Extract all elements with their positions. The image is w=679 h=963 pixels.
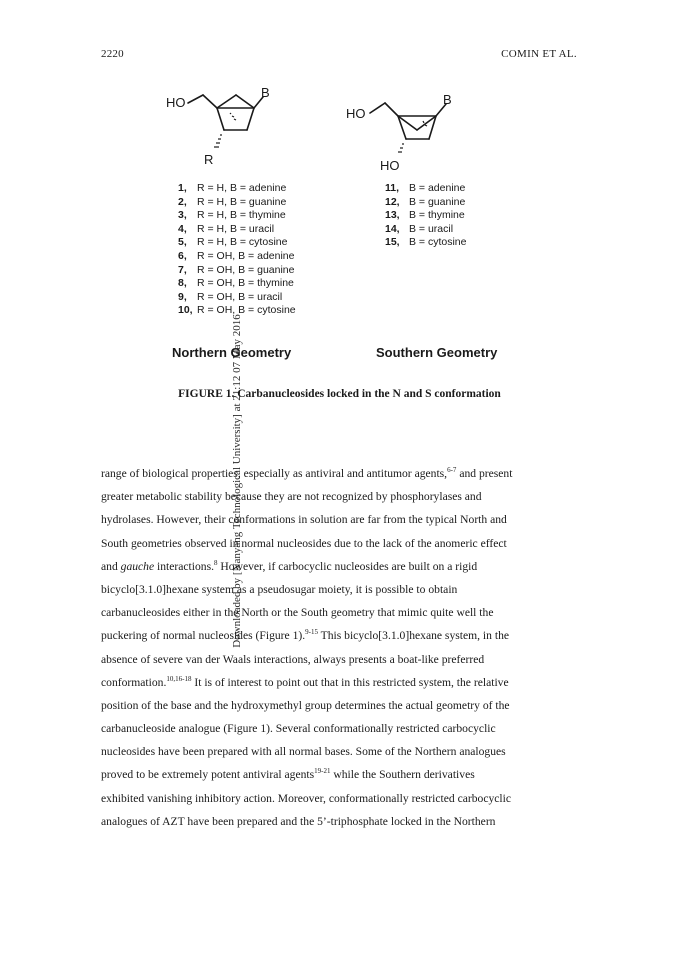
text-line: absence of severe van der Waals interactions, always presents a boat-like preferred [101, 652, 485, 666]
north-base-label: B [261, 85, 270, 100]
south-ho-bottom-label: HO [380, 158, 400, 173]
citation: 19-21 [314, 767, 331, 776]
southern-compound-list [385, 182, 467, 250]
text-line: greater metabolic stability because they are not recognized by phosphorylases and [101, 490, 482, 504]
south-ho-label: HO [346, 106, 366, 121]
list-item: 2, R = H, B = guanine [178, 195, 287, 208]
northern-compound-list [178, 182, 296, 318]
text-line: and gauche interactions.$^8$ However, if carbocyclic nucleosides are built on a rigid [101, 558, 478, 573]
north-r-label: R [204, 152, 214, 167]
text-line: bicyclo[3.1.0]hexane system as a pseudosugar moiety, it is possible to obtain [101, 582, 458, 596]
page-number: 2220 [101, 48, 124, 60]
southern-structure [340, 90, 470, 185]
list-item: 12, B = guanine [385, 195, 466, 208]
list-item: 7, R = OH, B = guanine [178, 263, 295, 276]
list-item: 3, R = H, B = thymine [178, 209, 286, 222]
northern-geometry-label: Northern Geometry [172, 345, 292, 360]
list-item: 11, B = adenine [385, 182, 466, 194]
body-paragraph [101, 462, 581, 833]
running-title: COMIN ET AL. [501, 48, 577, 60]
list-item: 1, R = H, B = adenine [178, 182, 287, 194]
list-item: 13, B = thymine [385, 209, 465, 222]
text-line: puckering of normal nucleosides (Figure 1).$^{9-15}$ This bicyclo[3.1.0]hexane system, in the [101, 628, 510, 643]
list-item: 10, R = OH, B = cytosine [178, 304, 296, 317]
text-line: conformation.$^{10,16-18}$ It is of interest to point out that in this restricted system, the relative [101, 674, 509, 689]
citation: 10,16-18 [166, 674, 192, 683]
citation: 8 [214, 558, 218, 567]
text-line: hydrolases. However, their conformations in solution are far from the typical North and [101, 513, 507, 527]
text-line: carbanucleosides either in the North or the South geometry that mimic quite well the [101, 606, 494, 620]
text-line: analogues of AZT have been prepared and the 5’-triphosphate locked in the Northern [101, 814, 496, 828]
text-line: South geometries observed in normal nucleosides due to the lack of the anomeric effect [101, 536, 507, 550]
text-line: position of the base and the hydroxymethyl group determines the actual geometry of the [101, 698, 510, 712]
text-line: carbanucleoside analogue (Figure 1). Several conformationally restricted carbocyclic [101, 722, 496, 736]
north-ho-label: HO [166, 95, 186, 110]
northern-structure [160, 82, 290, 182]
list-item: 6, R = OH, B = adenine [178, 249, 295, 262]
citation: 9-15 [305, 628, 318, 637]
text-line: proved to be extremely potent antiviral agents$^{19-21}$ while the Southern derivatives [101, 767, 475, 782]
southern-geometry-label: Southern Geometry [376, 345, 498, 360]
list-item: 15, B = cytosine [385, 236, 467, 249]
citation: 6-7 [447, 466, 457, 474]
list-item: 4, R = H, B = uracil [178, 222, 275, 235]
figure-caption: FIGURE 1. Carbanucleosides locked in the N and S conformation [178, 388, 501, 400]
text-line: exhibited vanishing inhibitory action. Moreover, conformationally restricted carbocyclic [101, 791, 512, 805]
list-item: 8, R = OH, B = thymine [178, 277, 294, 290]
download-watermark: Downloaded by [Nanyang Technological University] at 21:12 07 May 2016 [231, 314, 243, 648]
list-item: 5, R = H, B = cytosine [178, 236, 288, 249]
south-base-label: B [443, 92, 452, 107]
list-item: 14, B = uracil [385, 222, 454, 235]
text-line: nucleosides have been prepared with all normal bases. Some of the Northern analogues [101, 745, 506, 759]
text-line: range of biological properties, especially as antiviral and antitumor agents,$^{6-7}$ and present [101, 466, 513, 480]
list-item: 9, R = OH, B = uracil [178, 290, 283, 303]
